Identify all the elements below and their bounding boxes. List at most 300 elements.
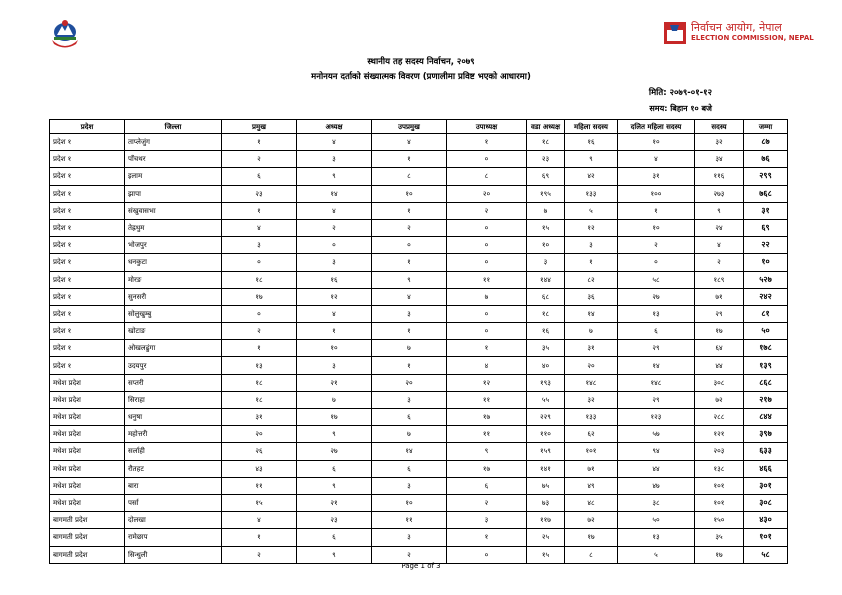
district-cell: खोटाङ bbox=[125, 323, 222, 340]
count-cell: १३ bbox=[222, 357, 297, 374]
table-row bbox=[50, 460, 788, 477]
column-header: दलित महिला सदस्य bbox=[618, 120, 695, 134]
total-cell: ४३० bbox=[744, 512, 788, 529]
count-cell: १० bbox=[527, 237, 565, 254]
count-cell: ० bbox=[447, 151, 527, 168]
count-cell: ७ bbox=[565, 323, 618, 340]
count-cell: ७ bbox=[527, 202, 565, 219]
count-cell: ४ bbox=[447, 357, 527, 374]
count-cell: ० bbox=[447, 305, 527, 322]
count-cell: १८ bbox=[222, 391, 297, 408]
column-header: प्रमुख bbox=[222, 120, 297, 134]
count-cell: ३५ bbox=[527, 340, 565, 357]
count-cell: ३ bbox=[372, 477, 447, 494]
count-cell: १ bbox=[222, 134, 297, 151]
total-cell: ३०१ bbox=[744, 477, 788, 494]
count-cell: ११६ bbox=[695, 168, 744, 185]
table-row bbox=[50, 374, 788, 391]
count-cell: २ bbox=[222, 151, 297, 168]
count-cell: २३ bbox=[527, 151, 565, 168]
count-cell: १० bbox=[372, 494, 447, 511]
count-cell: १ bbox=[447, 529, 527, 546]
count-cell: २५ bbox=[527, 529, 565, 546]
count-cell: ५० bbox=[618, 512, 695, 529]
table-row bbox=[50, 185, 788, 202]
table-row bbox=[50, 340, 788, 357]
count-cell: २७३ bbox=[695, 185, 744, 202]
count-cell: ८२ bbox=[565, 271, 618, 288]
report-date: मिति: २०७९-०१-१२ bbox=[648, 88, 712, 98]
count-cell: १३३ bbox=[565, 185, 618, 202]
province-cell: मधेश प्रदेश bbox=[50, 426, 125, 443]
total-cell: ३९७ bbox=[744, 426, 788, 443]
count-cell: १२ bbox=[565, 219, 618, 236]
report-subtitle: मनोनयन दर्ताको संख्यात्मक विवरण (प्रणालीमा प्रविष्ट भएको आधारमा) bbox=[311, 72, 531, 82]
org-name-en: ELECTION COMMISSION, NEPAL bbox=[691, 34, 814, 42]
table-row bbox=[50, 529, 788, 546]
count-cell: २० bbox=[447, 185, 527, 202]
count-cell: ७ bbox=[297, 391, 372, 408]
count-cell: ६९ bbox=[527, 168, 565, 185]
total-cell: ७६ bbox=[744, 151, 788, 168]
district-cell: रौतहट bbox=[125, 460, 222, 477]
total-cell: ८१ bbox=[744, 305, 788, 322]
count-cell: १७ bbox=[447, 409, 527, 426]
count-cell: १ bbox=[447, 134, 527, 151]
count-cell: २१ bbox=[297, 494, 372, 511]
count-cell: ० bbox=[447, 323, 527, 340]
count-cell: १ bbox=[222, 529, 297, 546]
count-cell: ५५ bbox=[527, 391, 565, 408]
count-cell: ० bbox=[222, 254, 297, 271]
district-cell: पर्सा bbox=[125, 494, 222, 511]
count-cell: ७३ bbox=[527, 494, 565, 511]
count-cell: ४ bbox=[695, 237, 744, 254]
count-cell: ७२ bbox=[695, 391, 744, 408]
total-cell: १०१ bbox=[744, 529, 788, 546]
count-cell: ६ bbox=[618, 323, 695, 340]
district-cell: सप्तरी bbox=[125, 374, 222, 391]
count-cell: २९ bbox=[695, 305, 744, 322]
count-cell: १८९ bbox=[695, 271, 744, 288]
count-cell: ३५ bbox=[695, 529, 744, 546]
count-cell: १० bbox=[297, 340, 372, 357]
count-cell: १५ bbox=[222, 494, 297, 511]
count-cell: ४४ bbox=[695, 357, 744, 374]
count-cell: ९ bbox=[297, 477, 372, 494]
count-cell: ४ bbox=[297, 202, 372, 219]
district-cell: दोलखा bbox=[125, 512, 222, 529]
district-cell: सिन्धुली bbox=[125, 546, 222, 563]
province-cell: प्रदेश १ bbox=[50, 271, 125, 288]
count-cell: ४ bbox=[222, 512, 297, 529]
province-cell: मधेश प्रदेश bbox=[50, 409, 125, 426]
district-cell: धनकुटा bbox=[125, 254, 222, 271]
count-cell: २३ bbox=[222, 185, 297, 202]
report-time: समय: बिहान १० बजे bbox=[649, 104, 712, 113]
total-cell: ५० bbox=[744, 323, 788, 340]
count-cell: २८८ bbox=[695, 409, 744, 426]
count-cell: ७१ bbox=[565, 460, 618, 477]
count-cell: ११७ bbox=[527, 512, 565, 529]
count-cell: ११० bbox=[527, 426, 565, 443]
count-cell: ६ bbox=[372, 409, 447, 426]
table-row bbox=[50, 134, 788, 151]
count-cell: ३ bbox=[372, 391, 447, 408]
total-cell: ५२७ bbox=[744, 271, 788, 288]
province-cell: प्रदेश १ bbox=[50, 323, 125, 340]
count-cell: ३१ bbox=[222, 409, 297, 426]
count-cell: ४ bbox=[297, 134, 372, 151]
table-body bbox=[50, 134, 788, 564]
count-cell: २० bbox=[222, 426, 297, 443]
count-cell: ७ bbox=[372, 340, 447, 357]
org-name-np: निर्वाचन आयोग, नेपाल bbox=[691, 21, 782, 34]
count-cell: २०३ bbox=[695, 443, 744, 460]
district-cell: तेह्रथुम bbox=[125, 219, 222, 236]
column-header: महिला सदस्य bbox=[565, 120, 618, 134]
total-cell: ८६८ bbox=[744, 374, 788, 391]
count-cell: २ bbox=[297, 219, 372, 236]
total-cell: १० bbox=[744, 254, 788, 271]
count-cell: १० bbox=[618, 134, 695, 151]
count-cell: १४८ bbox=[618, 374, 695, 391]
count-cell: ३०८ bbox=[695, 374, 744, 391]
count-cell: ७१ bbox=[695, 288, 744, 305]
table-row bbox=[50, 546, 788, 563]
province-cell: मधेश प्रदेश bbox=[50, 460, 125, 477]
page-number: Page 1 of 3 bbox=[401, 562, 441, 570]
count-cell: २ bbox=[695, 254, 744, 271]
count-cell: ३ bbox=[372, 529, 447, 546]
count-cell: २ bbox=[222, 323, 297, 340]
count-cell: २ bbox=[447, 494, 527, 511]
district-cell: इलाम bbox=[125, 168, 222, 185]
total-cell: ३०८ bbox=[744, 494, 788, 511]
count-cell: १४४ bbox=[527, 271, 565, 288]
district-cell: धनुषा bbox=[125, 409, 222, 426]
count-cell: १७ bbox=[222, 288, 297, 305]
table-row bbox=[50, 305, 788, 322]
count-cell: १३८ bbox=[695, 460, 744, 477]
province-cell: प्रदेश १ bbox=[50, 357, 125, 374]
total-cell: २४२ bbox=[744, 288, 788, 305]
district-cell: मोरङ bbox=[125, 271, 222, 288]
province-cell: प्रदेश १ bbox=[50, 237, 125, 254]
district-cell: सिराहा bbox=[125, 391, 222, 408]
count-cell: १० bbox=[372, 185, 447, 202]
count-cell: १५ bbox=[527, 219, 565, 236]
count-cell: १ bbox=[565, 254, 618, 271]
total-cell: ८७ bbox=[744, 134, 788, 151]
table-row bbox=[50, 323, 788, 340]
count-cell: ३१ bbox=[565, 340, 618, 357]
count-cell: ० bbox=[618, 254, 695, 271]
total-cell: ६३३ bbox=[744, 443, 788, 460]
count-cell: १०० bbox=[618, 185, 695, 202]
column-header: अध्यक्ष bbox=[297, 120, 372, 134]
count-cell: १४१ bbox=[527, 460, 565, 477]
province-cell: मधेश प्रदेश bbox=[50, 477, 125, 494]
count-cell: ० bbox=[372, 237, 447, 254]
count-cell: ८ bbox=[447, 168, 527, 185]
count-cell: १ bbox=[222, 202, 297, 219]
count-cell: २ bbox=[372, 546, 447, 563]
count-cell: ३१ bbox=[618, 168, 695, 185]
count-cell: ४ bbox=[372, 134, 447, 151]
district-cell: सर्लाही bbox=[125, 443, 222, 460]
count-cell: १७ bbox=[565, 529, 618, 546]
count-cell: ११ bbox=[447, 426, 527, 443]
count-cell: ० bbox=[447, 219, 527, 236]
count-cell: २ bbox=[447, 202, 527, 219]
count-cell: १०१ bbox=[565, 443, 618, 460]
count-cell: २७ bbox=[297, 443, 372, 460]
count-cell: ६ bbox=[297, 460, 372, 477]
count-cell: २३ bbox=[297, 512, 372, 529]
count-cell: ४३ bbox=[222, 460, 297, 477]
count-cell: १२ bbox=[447, 374, 527, 391]
table-row bbox=[50, 391, 788, 408]
count-cell: १६ bbox=[297, 271, 372, 288]
count-cell: ३ bbox=[565, 237, 618, 254]
count-cell: १ bbox=[447, 340, 527, 357]
total-cell: ४६६ bbox=[744, 460, 788, 477]
column-header: प्रदेश bbox=[50, 120, 125, 134]
report-title: स्थानीय तह सदस्य निर्वाचन, २०७९ bbox=[367, 57, 475, 67]
count-cell: ० bbox=[297, 237, 372, 254]
count-cell: १८ bbox=[222, 271, 297, 288]
table-row bbox=[50, 288, 788, 305]
count-cell: १८ bbox=[527, 305, 565, 322]
count-cell: ६२ bbox=[565, 426, 618, 443]
count-cell: २९ bbox=[618, 391, 695, 408]
count-cell: २९ bbox=[618, 340, 695, 357]
total-cell: ७६८ bbox=[744, 185, 788, 202]
count-cell: ० bbox=[447, 254, 527, 271]
province-cell: बागमती प्रदेश bbox=[50, 512, 125, 529]
column-header: उपाध्यक्ष bbox=[447, 120, 527, 134]
table-row bbox=[50, 426, 788, 443]
count-cell: ३ bbox=[447, 512, 527, 529]
count-cell: ११ bbox=[372, 512, 447, 529]
count-cell: ६ bbox=[447, 477, 527, 494]
count-cell: १४८ bbox=[565, 374, 618, 391]
count-cell: ४४ bbox=[618, 460, 695, 477]
province-cell: प्रदेश १ bbox=[50, 340, 125, 357]
district-cell: भोजपुर bbox=[125, 237, 222, 254]
count-cell: १५ bbox=[527, 546, 565, 563]
count-cell: ३२ bbox=[695, 134, 744, 151]
district-cell: ओखलढुंगा bbox=[125, 340, 222, 357]
count-cell: १३ bbox=[618, 305, 695, 322]
count-cell: १ bbox=[222, 340, 297, 357]
district-cell: रामेछाप bbox=[125, 529, 222, 546]
nomination-table bbox=[49, 119, 788, 564]
count-cell: ३४ bbox=[695, 151, 744, 168]
count-cell: ४० bbox=[527, 357, 565, 374]
count-cell: १०१ bbox=[695, 477, 744, 494]
district-cell: ताप्लेजुंग bbox=[125, 134, 222, 151]
district-cell: बारा bbox=[125, 477, 222, 494]
count-cell: ११ bbox=[447, 391, 527, 408]
count-cell: १०१ bbox=[695, 494, 744, 511]
count-cell: ५८ bbox=[618, 271, 695, 288]
province-cell: प्रदेश १ bbox=[50, 185, 125, 202]
count-cell: ४२ bbox=[565, 168, 618, 185]
table-header-row bbox=[50, 120, 788, 134]
count-cell: ४७ bbox=[618, 477, 695, 494]
province-cell: प्रदेश १ bbox=[50, 254, 125, 271]
total-cell: १७८ bbox=[744, 340, 788, 357]
province-cell: प्रदेश १ bbox=[50, 168, 125, 185]
count-cell: ९ bbox=[297, 426, 372, 443]
table-row bbox=[50, 443, 788, 460]
count-cell: १ bbox=[372, 151, 447, 168]
count-cell: ९४ bbox=[618, 443, 695, 460]
district-cell: संखुवासभा bbox=[125, 202, 222, 219]
count-cell: २७ bbox=[618, 288, 695, 305]
count-cell: १२१ bbox=[695, 426, 744, 443]
province-cell: प्रदेश १ bbox=[50, 202, 125, 219]
table-row bbox=[50, 409, 788, 426]
table-row bbox=[50, 168, 788, 185]
table-row bbox=[50, 357, 788, 374]
count-cell: १९५ bbox=[527, 185, 565, 202]
count-cell: १८ bbox=[527, 134, 565, 151]
count-cell: ६८ bbox=[527, 288, 565, 305]
district-cell: सोलुखुम्बु bbox=[125, 305, 222, 322]
count-cell: ४९ bbox=[565, 477, 618, 494]
district-cell: सुनसरी bbox=[125, 288, 222, 305]
count-cell: ३ bbox=[372, 305, 447, 322]
table-row bbox=[50, 202, 788, 219]
province-cell: बागमती प्रदेश bbox=[50, 529, 125, 546]
count-cell: ७ bbox=[372, 426, 447, 443]
count-cell: १४ bbox=[372, 443, 447, 460]
count-cell: ३ bbox=[297, 357, 372, 374]
count-cell: १५९ bbox=[527, 443, 565, 460]
province-cell: बागमती प्रदेश bbox=[50, 546, 125, 563]
count-cell: ३२ bbox=[565, 391, 618, 408]
district-cell: उदयपुर bbox=[125, 357, 222, 374]
province-cell: प्रदेश १ bbox=[50, 288, 125, 305]
count-cell: २० bbox=[565, 357, 618, 374]
count-cell: १ bbox=[372, 202, 447, 219]
column-header: जिल्ला bbox=[125, 120, 222, 134]
count-cell: ७५ bbox=[527, 477, 565, 494]
count-cell: ० bbox=[222, 305, 297, 322]
count-cell: १ bbox=[297, 323, 372, 340]
count-cell: ८ bbox=[565, 546, 618, 563]
count-cell: २० bbox=[372, 374, 447, 391]
count-cell: १२३ bbox=[618, 409, 695, 426]
count-cell: १५० bbox=[695, 512, 744, 529]
count-cell: १४ bbox=[565, 305, 618, 322]
count-cell: १३ bbox=[618, 529, 695, 546]
province-cell: मधेश प्रदेश bbox=[50, 374, 125, 391]
count-cell: ४ bbox=[618, 151, 695, 168]
count-cell: १ bbox=[618, 202, 695, 219]
table-row bbox=[50, 494, 788, 511]
province-cell: प्रदेश १ bbox=[50, 305, 125, 322]
column-header: उपप्रमुख bbox=[372, 120, 447, 134]
nepal-emblem-icon bbox=[48, 18, 82, 50]
column-header: जम्मा bbox=[744, 120, 788, 134]
count-cell: १६ bbox=[527, 323, 565, 340]
count-cell: ० bbox=[447, 237, 527, 254]
count-cell: ९ bbox=[695, 202, 744, 219]
count-cell: १७ bbox=[695, 323, 744, 340]
count-cell: ९ bbox=[297, 546, 372, 563]
count-cell: ७ bbox=[447, 288, 527, 305]
district-cell: झापा bbox=[125, 185, 222, 202]
count-cell: ३ bbox=[527, 254, 565, 271]
table-row bbox=[50, 512, 788, 529]
count-cell: २१ bbox=[297, 374, 372, 391]
count-cell: १० bbox=[618, 219, 695, 236]
table-row bbox=[50, 219, 788, 236]
total-cell: २९९ bbox=[744, 168, 788, 185]
province-cell: मधेश प्रदेश bbox=[50, 494, 125, 511]
count-cell: २ bbox=[372, 219, 447, 236]
total-cell: ३१ bbox=[744, 202, 788, 219]
election-commission-logo-icon bbox=[664, 22, 686, 44]
district-cell: पाँचथर bbox=[125, 151, 222, 168]
count-cell: २ bbox=[618, 237, 695, 254]
count-cell: १४ bbox=[297, 185, 372, 202]
total-cell: १३९ bbox=[744, 357, 788, 374]
count-cell: १ bbox=[372, 323, 447, 340]
count-cell: ३६ bbox=[565, 288, 618, 305]
total-cell: ५८ bbox=[744, 546, 788, 563]
count-cell: ३ bbox=[297, 151, 372, 168]
count-cell: ४ bbox=[222, 219, 297, 236]
count-cell: ११ bbox=[447, 271, 527, 288]
count-cell: ९ bbox=[372, 271, 447, 288]
total-cell: २२ bbox=[744, 237, 788, 254]
count-cell: २२९ bbox=[527, 409, 565, 426]
total-cell: ६९ bbox=[744, 219, 788, 236]
count-cell: ११ bbox=[222, 477, 297, 494]
count-cell: ६ bbox=[297, 529, 372, 546]
count-cell: ७२ bbox=[565, 512, 618, 529]
count-cell: ३ bbox=[222, 237, 297, 254]
count-cell: १ bbox=[372, 357, 447, 374]
count-cell: १६ bbox=[565, 134, 618, 151]
count-cell: २ bbox=[222, 546, 297, 563]
count-cell: १९३ bbox=[527, 374, 565, 391]
table-row bbox=[50, 237, 788, 254]
count-cell: ५ bbox=[618, 546, 695, 563]
count-cell: ९ bbox=[297, 168, 372, 185]
district-cell: महोत्तरी bbox=[125, 426, 222, 443]
count-cell: ३८ bbox=[618, 494, 695, 511]
count-cell: ६ bbox=[372, 460, 447, 477]
table-row bbox=[50, 151, 788, 168]
count-cell: ३ bbox=[297, 254, 372, 271]
table-row bbox=[50, 271, 788, 288]
column-header: सदस्य bbox=[695, 120, 744, 134]
count-cell: ४८ bbox=[565, 494, 618, 511]
count-cell: ६ bbox=[222, 168, 297, 185]
count-cell: ९ bbox=[447, 443, 527, 460]
table-row bbox=[50, 477, 788, 494]
province-cell: प्रदेश १ bbox=[50, 134, 125, 151]
count-cell: १७ bbox=[447, 460, 527, 477]
province-cell: मधेश प्रदेश bbox=[50, 443, 125, 460]
province-cell: प्रदेश १ bbox=[50, 151, 125, 168]
